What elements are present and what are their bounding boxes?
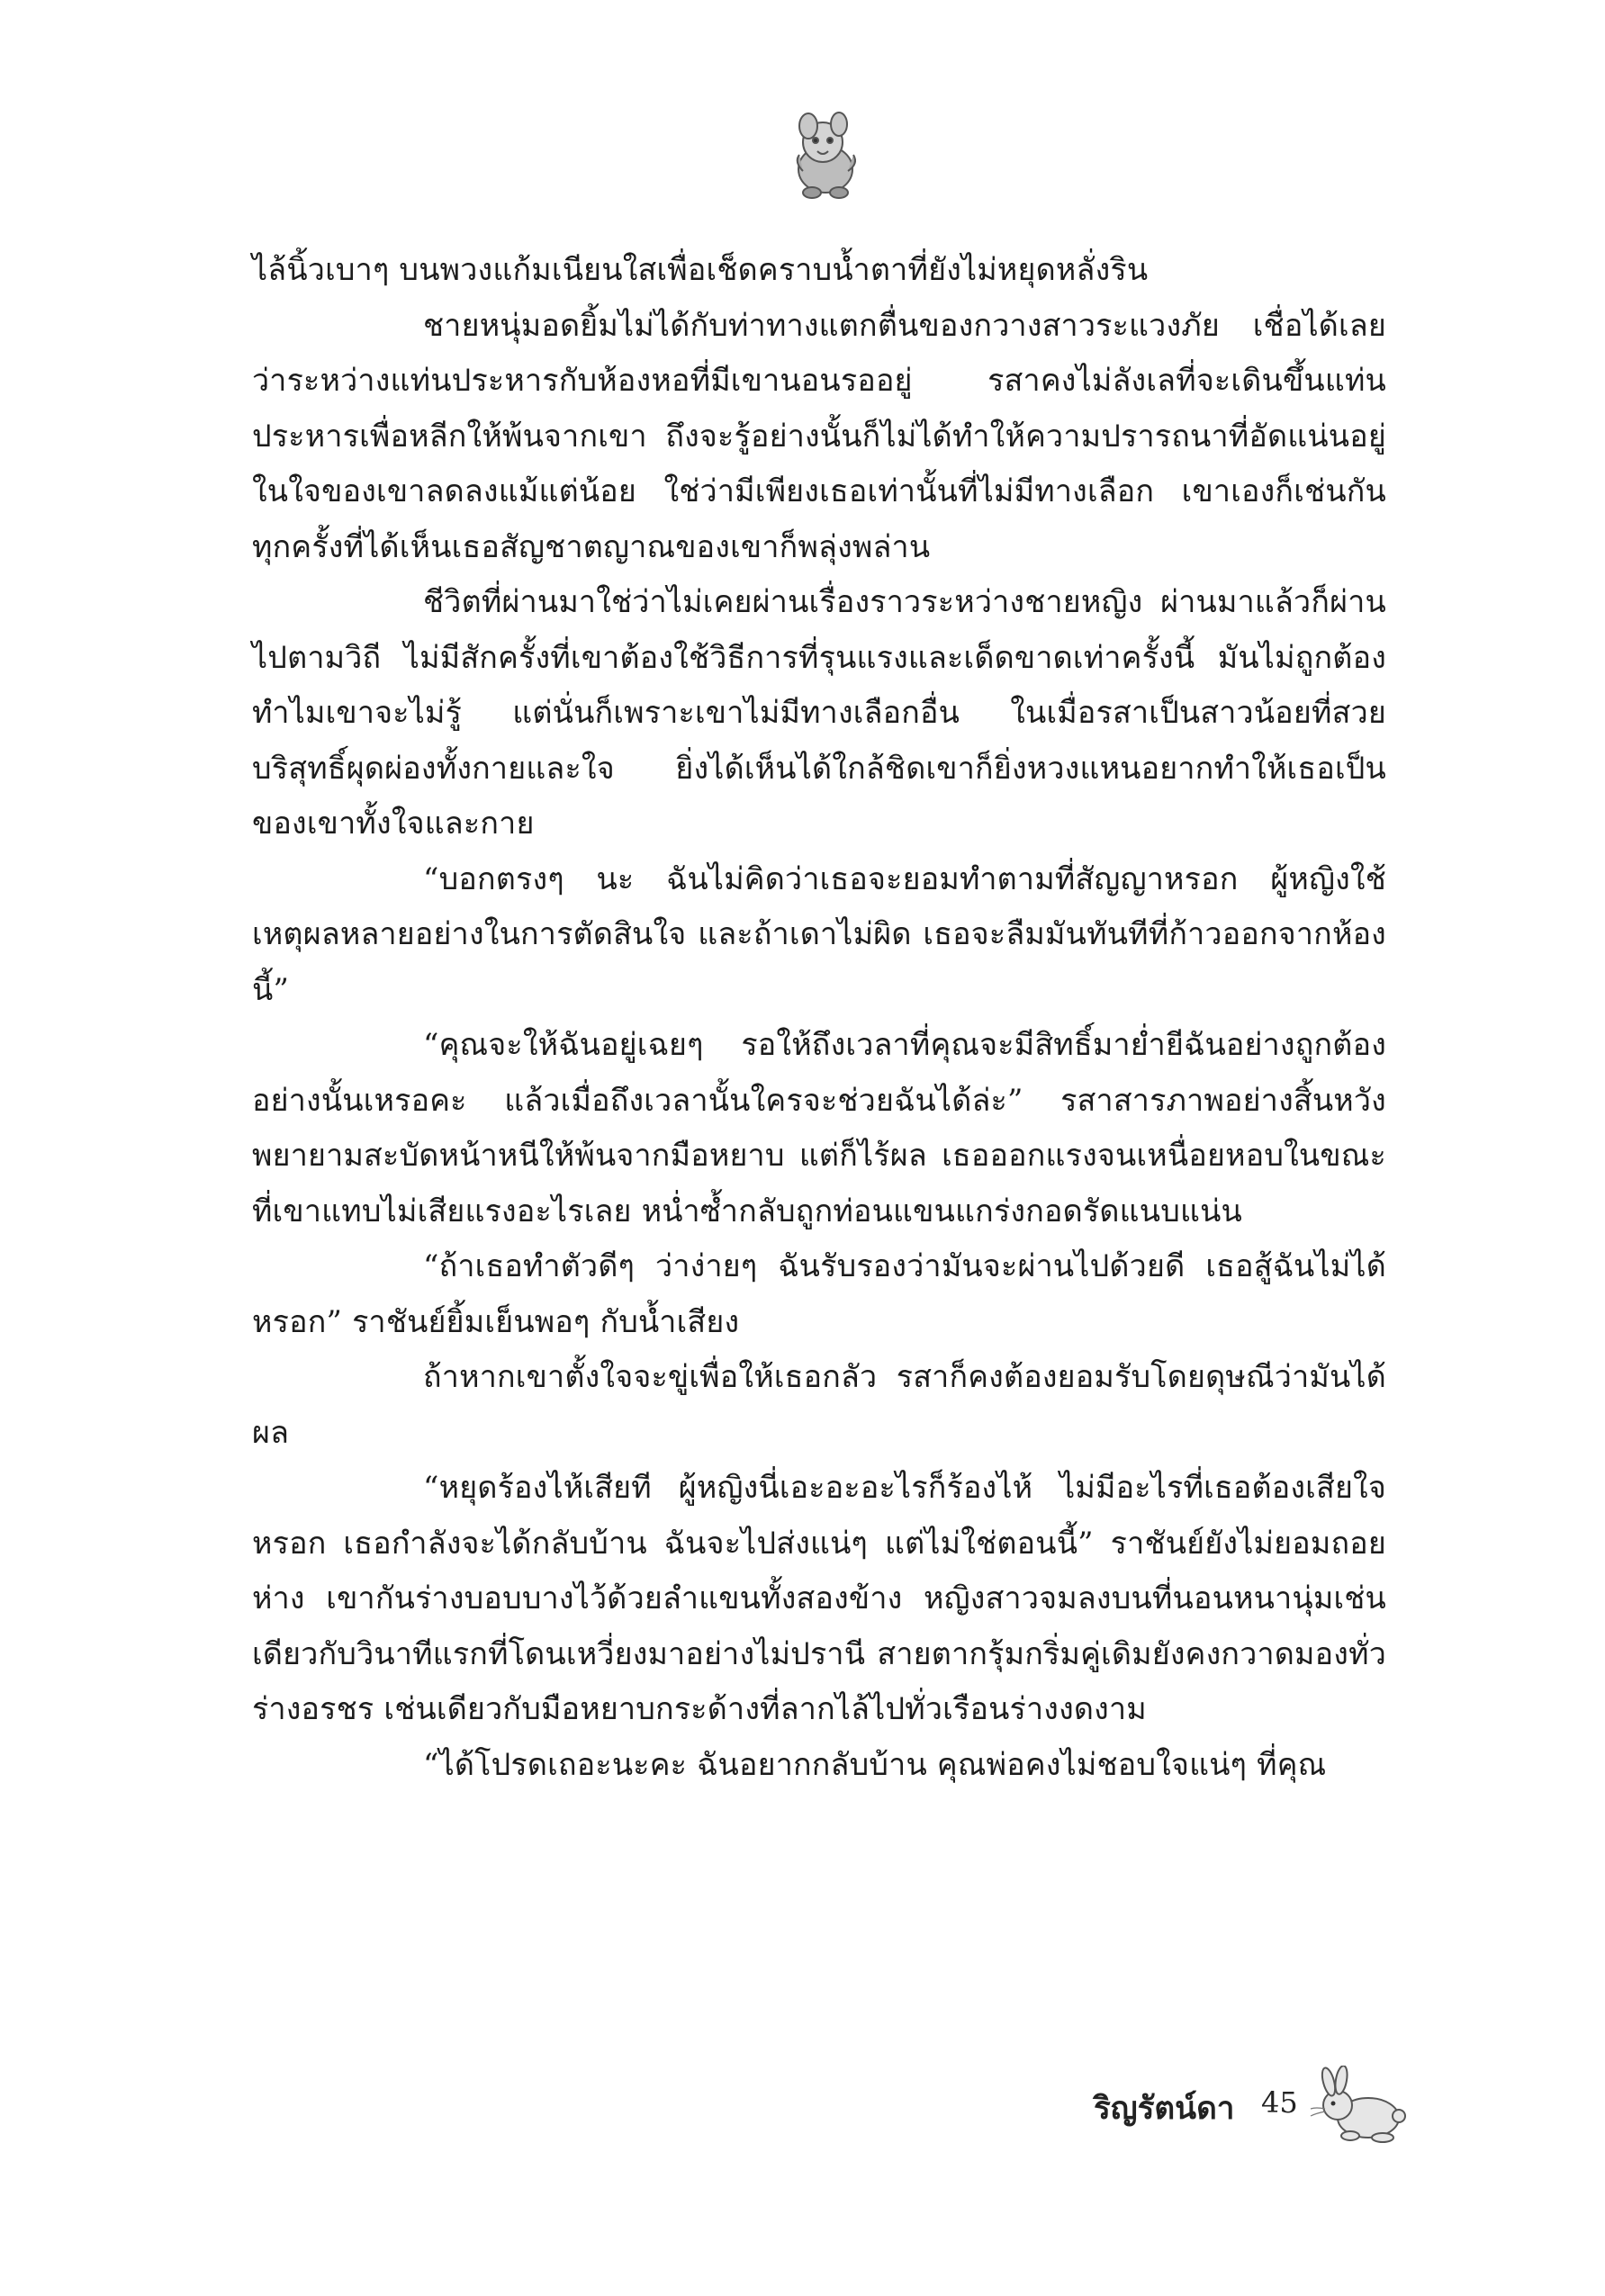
paragraph: ชายหนุ่มอดยิ้มไม่ได้กับท่าทางแตกตื่นของกวางสาวระแวงภัย เชื่อได้เลยว่าระหว่างแท่นประหารกับห้องหอที่มีเขานอนรออยู่ รสาคงไม่ลังเลที่จะเดินขึ้นแท่นประหารเพื่อหลีกให้พ้นจากเขา ถึงจะรู้อย่างนั้นก็ไม่ได้ทำให้ความปรารถนาที่อัดแน่นอยู่ในใจของเขาลดลงแม้แต่น้อย ใช่ว่ามีเพียงเธอเท่านั้นที่ไม่มีทางเลือก เขาเองก็เช่นกัน ทุกครั้งที่ได้เห็นเธอสัญชาตญาณของเขาก็พลุ่งพล่าน [252,307,1386,565]
page-footer [1094,2066,1400,2147]
author-name: ริญรัตน์ดา [1094,2091,1235,2127]
paragraph: “ได้โปรดเถอะนะคะ ฉันอยากกลับบ้าน คุณพ่อคงไม่ชอบใจแน่ๆ ที่คุณ [423,1746,1327,1783]
paragraph: “ถ้าเธอทำตัวดีๆ ว่าง่ายๆ ฉันรับรองว่ามันจะผ่านไปด้วยดี เธอสู้ฉันไม่ได้หรอก” ราชันย์ยิ้มเย็นพอๆ กับน้ำเสียง [252,1248,1386,1340]
paragraph: ไล้นิ้วเบาๆ บนพวงแก้มเนียนใสเพื่อเช็ดคราบน้ำตาที่ยังไม่หยุดหลั่งริน [252,252,1149,288]
paragraph: ชีวิตที่ผ่านมาใช่ว่าไม่เคยผ่านเรื่องราวระหว่างชายหญิง ผ่านมาแล้วก็ผ่านไปตามวิถี ไม่มีสักครั้งที่เขาต้องใช้วิธีการที่รุนแรงและเด็ดขาดเท่าครั้งนี้ มันไม่ถูกต้อง ทำไมเขาจะไม่รู้ แต่นั่นก็เพราะเขาไม่มีทางเลือกอื่น ในเมื่อรสาเป็นสาวน้อยที่สวยบริสุทธิ์ผุดผ่องทั้งกายและใจ ยิ่งได้เห็นได้ใกล้ชิดเขาก็ยิ่งหวงแหนอยากทำให้เธอเป็นของเขาทั้งใจและกาย [252,584,1386,842]
page-number: 45 [1261,2085,1298,2120]
story-text [252,243,1386,1793]
paragraph: “คุณจะให้ฉันอยู่เฉยๆ รอให้ถึงเวลาที่คุณจะมีสิทธิ์มาย่ำยีฉันอย่างถูกต้องอย่างนั้นเหรอคะ แล้วเมื่อถึงเวลานั้นใครจะช่วยฉันได้ล่ะ” รสาสารภาพอย่างสิ้นหวัง พยายามสะบัดหน้าหนีให้พ้นจากมือหยาบ แต่ก็ไร้ผล เธอออกแรงจนเหนื่อยหอบในขณะที่เขาแทบไม่เสียแรงอะไรเลย หน่ำซ้ำกลับถูกท่อนแขนแกร่งกอดรัดแนบแน่น [252,1027,1386,1229]
rabbit-icon [1305,2066,1413,2147]
paragraph: “บอกตรงๆ นะ ฉันไม่คิดว่าเธอจะยอมทำตามที่สัญญาหรอก ผู้หญิงใช้เหตุผลหลายอย่างในการตัดสินใจ และถ้าเดาไม่ผิด เธอจะลืมมันทันทีที่ก้าวออกจากห้องนี้” [252,860,1386,1008]
cartoon-character-ornament-icon [776,106,875,205]
paragraph: ถ้าหากเขาตั้งใจจะขู่เพื่อให้เธอกลัว รสาก็คงต้องยอมรับโดยดุษณีว่ามันได้ผล [252,1359,1386,1451]
paragraph: “หยุดร้องไห้เสียที ผู้หญิงนี่เอะอะอะไรก็ร้องไห้ ไม่มีอะไรที่เธอต้องเสียใจหรอก เธอกำลังจะได้กลับบ้าน ฉันจะไปส่งแน่ๆ แต่ไม่ใช่ตอนนี้” ราชันย์ยังไม่ยอมถอยห่าง เขากันร่างบอบบางไว้ด้วยลำแขนทั้งสองข้าง หญิงสาวจมลงบนที่นอนหนานุ่มเช่นเดียวกับวินาทีแรกที่โดนเหวี่ยงมาอย่างไม่ปรานี สายตากรุ้มกริ่มคู่เดิมยังคงกวาดมองทั่วร่างอรชร เช่นเดียวกับมือหยาบกระด้างที่ลากไล้ไปทั่วเรือนร่างงดงาม [252,1470,1386,1727]
